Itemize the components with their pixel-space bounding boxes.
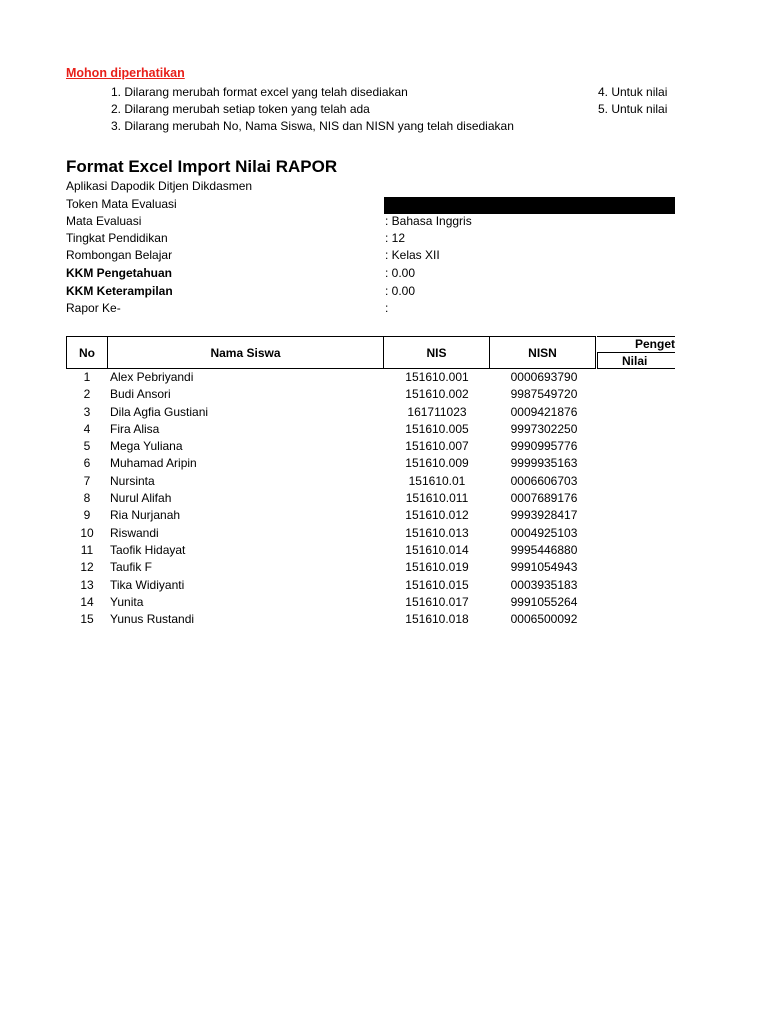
row-nisn[interactable]: 0009421876 — [510, 404, 578, 419]
row-nama-siswa[interactable]: Yunus Rustandi — [110, 612, 195, 627]
header-pengetahuan-group — [597, 336, 675, 369]
row-nisn[interactable]: 0007689176 — [510, 491, 578, 506]
rapor-ke-value[interactable]: : — [385, 301, 389, 315]
notice-rule-3: 3. Dilarang merubah No, Nama Siswa, NIS dan NISN yang telah disediakan — [111, 119, 514, 133]
notice-rule-2: 2. Dilarang merubah setiap token yang telah ada — [111, 102, 370, 116]
row-no[interactable]: 11 — [80, 542, 94, 557]
row-no[interactable]: 9 — [83, 508, 91, 523]
row-no[interactable]: 5 — [83, 439, 91, 454]
row-nis[interactable]: 151610.013 — [405, 525, 469, 540]
row-nis[interactable]: 151610.019 — [405, 560, 469, 575]
row-nisn[interactable]: 0006500092 — [510, 612, 578, 627]
row-nis[interactable]: 151610.017 — [405, 594, 469, 609]
row-nisn[interactable]: 9995446880 — [510, 542, 578, 557]
row-nis[interactable]: 151610.005 — [405, 421, 469, 436]
row-no[interactable]: 7 — [83, 473, 91, 488]
row-nisn[interactable]: 9990995776 — [510, 439, 578, 454]
header-no[interactable]: No — [67, 337, 108, 369]
notice-title: Mohon diperhatikan — [66, 66, 185, 80]
row-nis[interactable]: 151610.011 — [405, 491, 469, 506]
tingkat-value[interactable]: : 12 — [385, 231, 406, 245]
row-nis[interactable]: 151610.018 — [405, 612, 469, 627]
notice-rule-5: 5. Untuk nilai — [598, 102, 668, 116]
kkm-pengetahuan-label: KKM Pengetahuan — [66, 266, 173, 280]
row-no[interactable]: 3 — [83, 404, 91, 419]
row-nis[interactable]: 151610.012 — [405, 508, 469, 523]
row-no[interactable]: 10 — [80, 525, 94, 540]
row-nisn[interactable]: 0000693790 — [510, 370, 578, 384]
row-no[interactable]: 14 — [80, 594, 94, 609]
token-redacted-cell[interactable] — [384, 197, 675, 214]
notice-rule-1: 1. Dilarang merubah format excel yang telah disediakan — [111, 85, 408, 99]
row-nis[interactable]: 151610.007 — [405, 439, 469, 454]
row-no[interactable]: 1 — [83, 370, 91, 384]
row-nama-siswa[interactable]: Yunita — [110, 594, 144, 609]
mata-evaluasi-label: Mata Evaluasi — [66, 214, 142, 228]
row-nis[interactable]: 151610.014 — [405, 542, 469, 557]
mata-evaluasi-value[interactable]: : Bahasa Inggris — [385, 214, 472, 228]
row-no[interactable]: 8 — [83, 491, 91, 506]
row-no[interactable]: 15 — [80, 612, 94, 627]
kkm-keterampilan-value[interactable]: : 0.00 — [385, 284, 416, 298]
row-nisn[interactable]: 9997302250 — [510, 421, 578, 436]
row-nisn[interactable]: 0006606703 — [510, 473, 578, 488]
rapor-ke-label: Rapor Ke- — [66, 301, 121, 315]
row-nisn[interactable]: 0003935183 — [510, 577, 578, 592]
row-nisn[interactable]: 9991055264 — [510, 594, 578, 609]
rombel-value[interactable]: : Kelas XII — [385, 248, 440, 262]
kkm-pengetahuan-value[interactable]: : 0.00 — [385, 266, 416, 280]
tingkat-label: Tingkat Pendidikan — [66, 231, 168, 245]
row-nama-siswa[interactable]: Dila Agfia Gustiani — [110, 404, 209, 419]
header-nilai[interactable]: Nilai — [597, 352, 675, 369]
page-title: Format Excel Import Nilai RAPOR — [66, 157, 338, 176]
header-nis[interactable]: NIS — [384, 337, 490, 369]
row-nis[interactable]: 151610.015 — [405, 577, 469, 592]
row-nama-siswa[interactable]: Mega Yuliana — [110, 439, 183, 454]
notice-rule-4: 4. Untuk nilai — [598, 85, 668, 99]
token-label: Token Mata Evaluasi — [66, 197, 177, 211]
header-nama-siswa[interactable]: Nama Siswa — [108, 337, 384, 369]
row-nisn[interactable]: 9993928417 — [510, 508, 578, 523]
row-nama-siswa[interactable]: Muhamad Aripin — [110, 456, 197, 471]
row-nama-siswa[interactable]: Budi Ansori — [110, 387, 171, 402]
row-nisn[interactable]: 9991054943 — [510, 560, 578, 575]
row-nama-siswa[interactable]: Riswandi — [110, 525, 159, 540]
row-nisn[interactable]: 9999935163 — [510, 456, 578, 471]
row-nama-siswa[interactable]: Nursinta — [110, 473, 155, 488]
row-nama-siswa[interactable]: Fira Alisa — [110, 421, 160, 436]
row-nama-siswa[interactable]: Nurul Alifah — [110, 491, 172, 506]
row-nama-siswa[interactable]: Taufik F — [110, 560, 153, 575]
row-nis[interactable]: 151610.009 — [405, 456, 469, 471]
rombel-label: Rombongan Belajar — [66, 248, 173, 262]
header-nisn[interactable]: NISN — [490, 337, 596, 369]
row-nama-siswa[interactable]: Ria Nurjanah — [110, 508, 181, 523]
grades-table-header — [66, 336, 596, 369]
kkm-keterampilan-label: KKM Keterampilan — [66, 284, 173, 298]
row-no[interactable]: 4 — [83, 421, 91, 436]
row-no[interactable]: 13 — [80, 577, 94, 592]
row-nis[interactable]: 161711023 — [407, 404, 467, 419]
row-nis[interactable]: 151610.001 — [405, 370, 469, 384]
row-no[interactable]: 12 — [80, 560, 94, 575]
app-subtitle: Aplikasi Dapodik Ditjen Dikdasmen — [66, 179, 253, 193]
row-nama-siswa[interactable]: Taofik Hidayat — [110, 542, 186, 557]
row-nama-siswa[interactable]: Alex Pebriyandi — [110, 370, 194, 384]
row-nisn[interactable]: 0004925103 — [510, 525, 578, 540]
row-nisn[interactable]: 9987549720 — [510, 387, 578, 402]
header-pengetahuan[interactable]: Penget — [597, 336, 675, 351]
row-nama-siswa[interactable]: Tika Widiyanti — [110, 577, 185, 592]
row-nis[interactable]: 151610.002 — [405, 387, 469, 402]
row-no[interactable]: 2 — [83, 387, 91, 402]
row-no[interactable]: 6 — [83, 456, 91, 471]
row-nis[interactable]: 151610.01 — [408, 473, 466, 488]
